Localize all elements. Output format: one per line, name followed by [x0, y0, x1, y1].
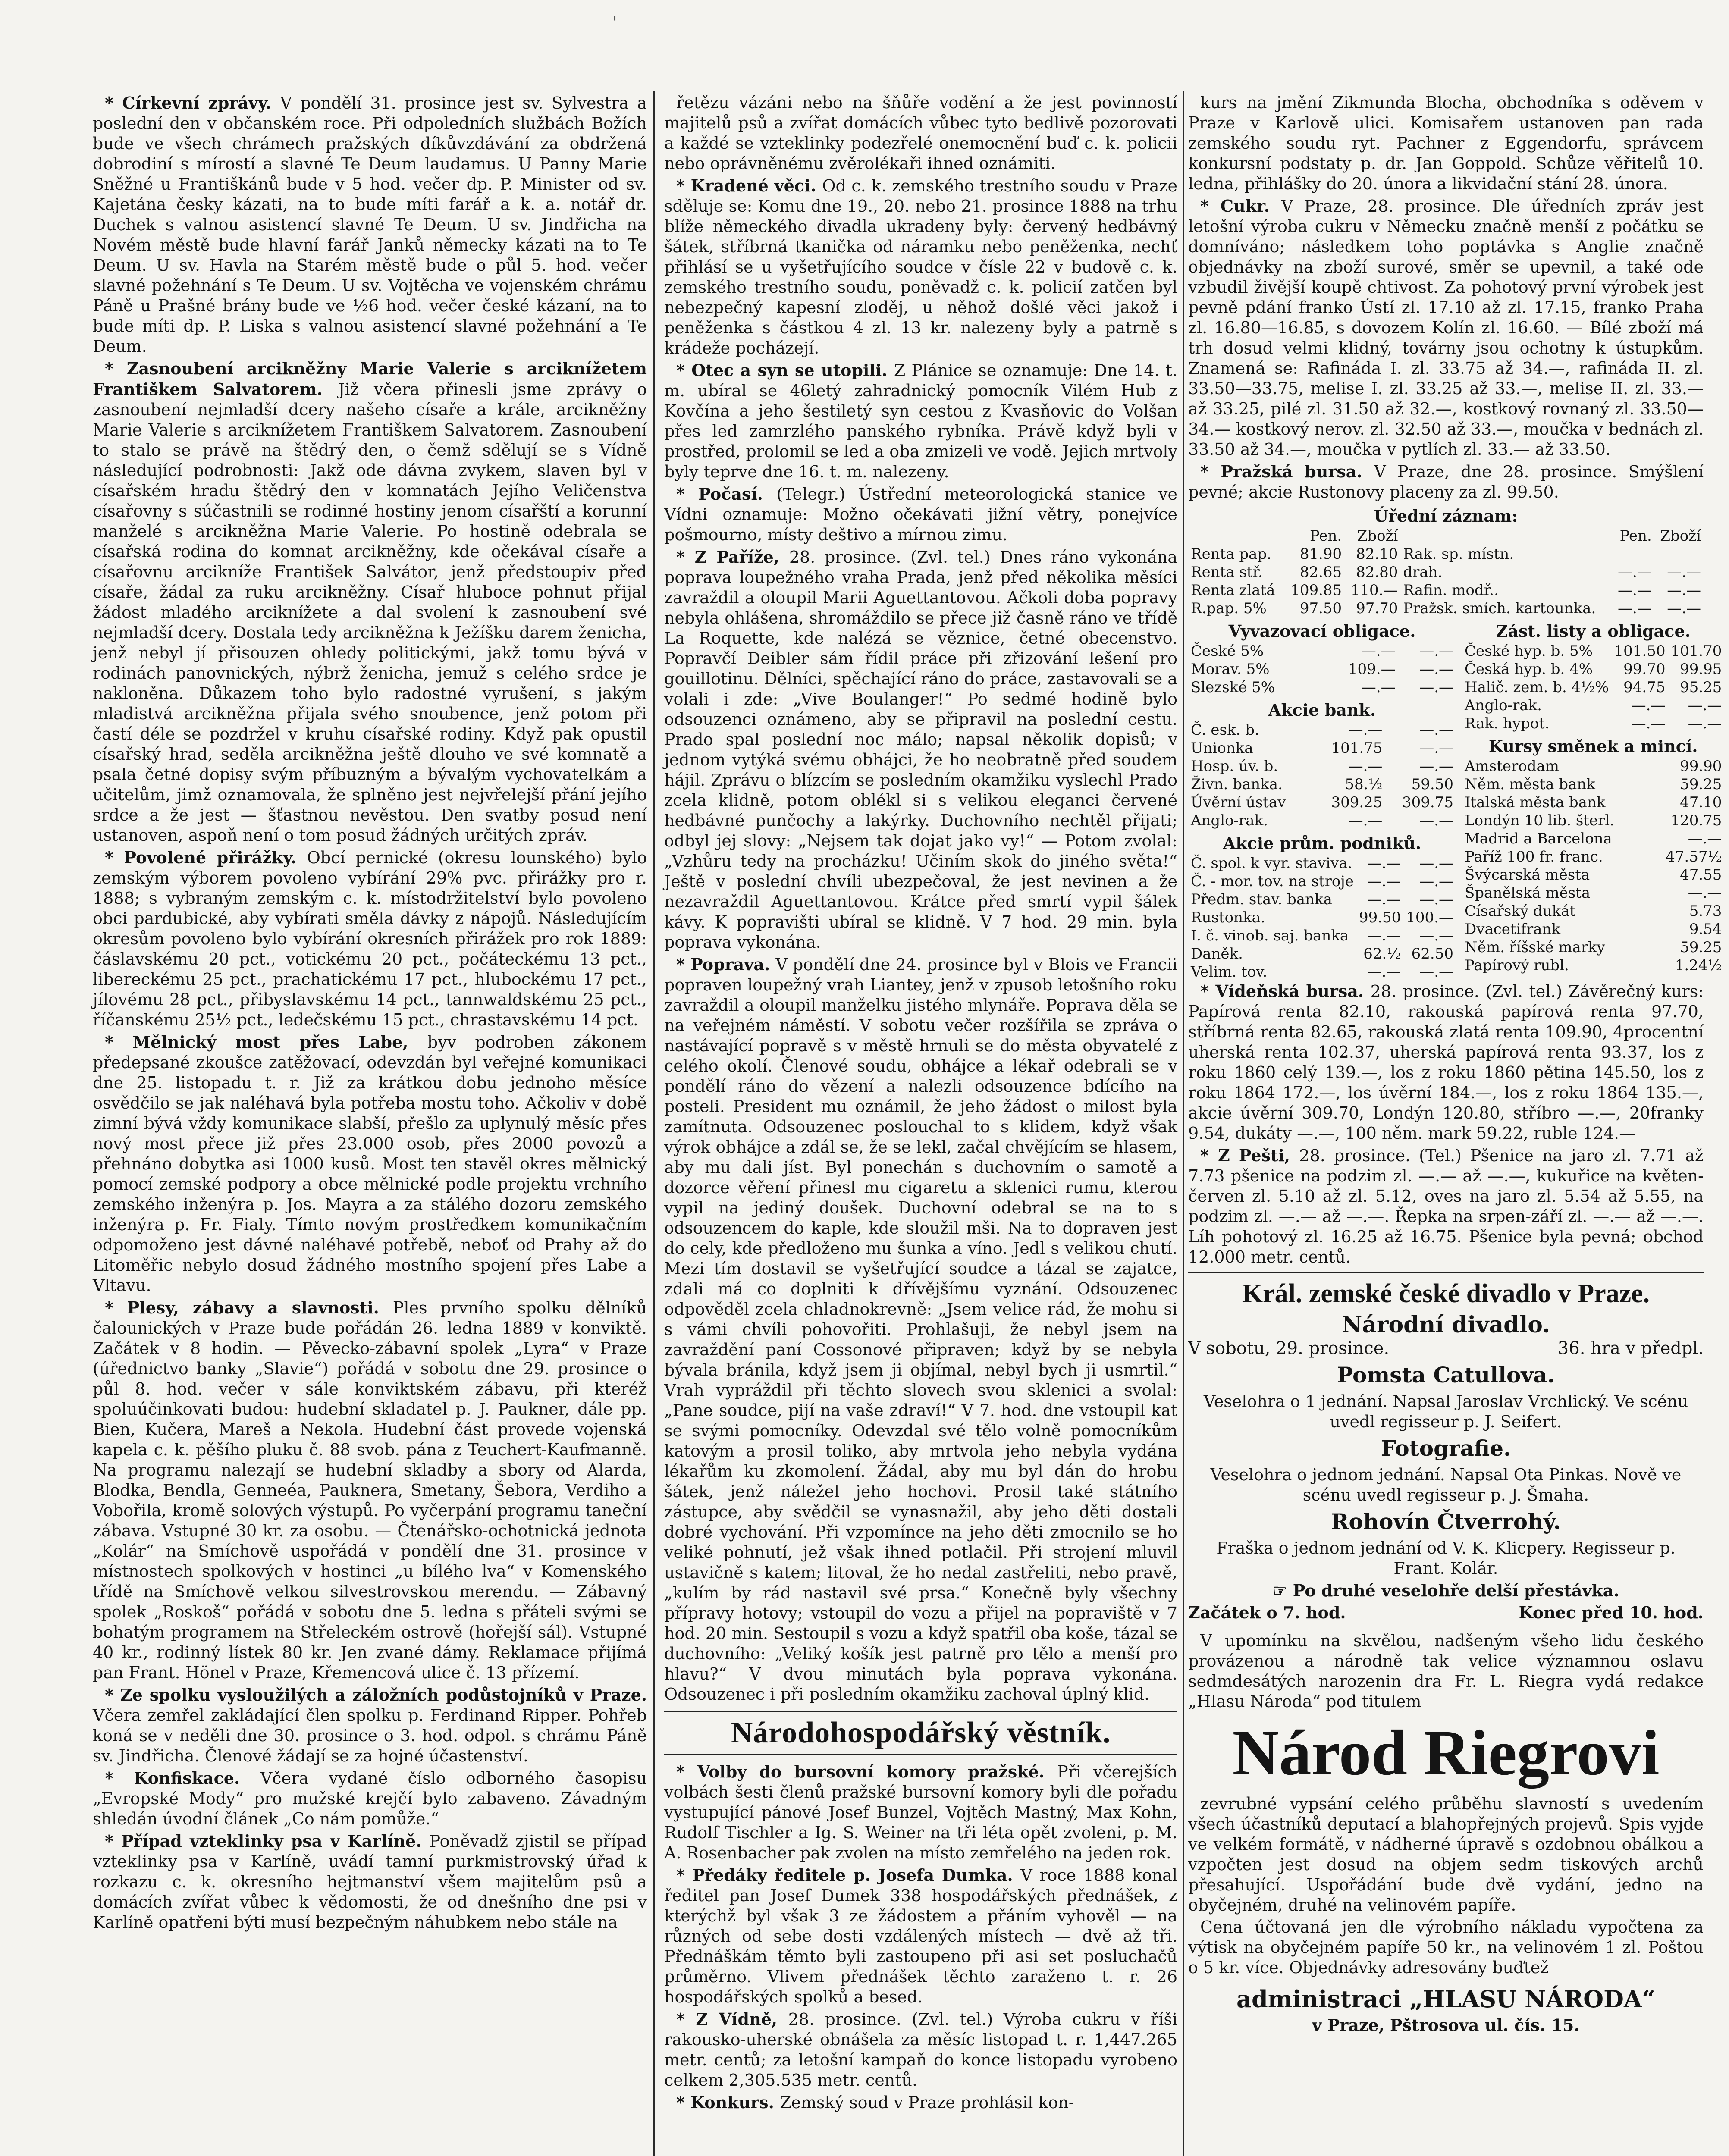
ad-intro: V upomínku na skvělou, nadšeným všeho lidu českého provázenou a národně tak velice významnou oslavu sedmdesátých narozenin dra Fr. L. Riegra vydá redakce „Hlasu Národa“ pod titulem — [1188, 1631, 1704, 1711]
table-row — [1188, 775, 1456, 793]
end-time: Konec před 10. hod. — [1519, 1603, 1704, 1622]
table-row — [1462, 696, 1724, 714]
article-heading: * Otec a syn se utopili. — [676, 360, 894, 380]
table-cell: —.— — [1617, 582, 1652, 599]
theatre-subscription: 36. hra v předpl. — [1557, 1338, 1704, 1358]
column-divider — [653, 91, 655, 2156]
table-cell: Rustonka. — [1191, 909, 1265, 926]
theatre-subtitle: Národní divadlo. — [1341, 1312, 1550, 1338]
article-heading: * Volby do bursovní komory pražské. — [676, 1762, 1057, 1781]
table-cell: 99.90 — [1680, 758, 1722, 775]
article-heading: * Poprava. — [676, 955, 776, 974]
table-cell: 100.— — [1406, 909, 1453, 926]
table-cell: 82.80 — [1356, 564, 1398, 581]
table-row — [1462, 866, 1724, 884]
article-heading: * Z Paříže, — [676, 547, 789, 567]
mortgage-bonds-heading: Zást. listy a obligace. — [1496, 621, 1691, 641]
article-heading: * Případ vzteklinky psa v Karlíně. — [105, 1831, 430, 1851]
official-record-heading: Úřední záznam: — [1374, 506, 1518, 526]
article-heading: * Zasnoubení arcikněžny Marie Valerie s arciknížetem Františkem Salvatorem. — [93, 359, 647, 399]
table-cell: Velim. tov. — [1191, 963, 1268, 981]
article-heading: * Mělnický most přes Labe, — [105, 1032, 427, 1052]
table-cell: —.— — [1419, 721, 1453, 739]
table-cell: 59.25 — [1680, 939, 1722, 956]
table-row — [1462, 678, 1724, 696]
table-cell: 97.50 — [1299, 600, 1342, 617]
table-cell: 109.— — [1348, 661, 1396, 678]
table-row — [1188, 927, 1456, 945]
table-cell: —.— — [1361, 679, 1396, 696]
table-cell: 47.55 — [1680, 866, 1722, 884]
article — [93, 93, 647, 357]
divider — [1188, 1626, 1704, 1627]
table-row — [1462, 902, 1724, 920]
theatre-date: V sobotu, 29. prosince. — [1188, 1338, 1390, 1358]
table-cell: Italská města bank — [1465, 794, 1606, 811]
table-cell: —.— — [1367, 873, 1401, 890]
table-cell: 101.70 — [1670, 642, 1722, 660]
table-cell: —.— — [1688, 715, 1722, 732]
table-row — [1188, 812, 1456, 830]
exchange-rates-heading: Kursy směnek a mincí. — [1488, 736, 1698, 756]
table-cell — [1646, 956, 1652, 975]
play-title: Rohovín Čtverrohý. — [1330, 1509, 1561, 1534]
table-cell: drah. — [1403, 564, 1443, 581]
article — [664, 547, 1177, 953]
table-cell: Unionka — [1191, 740, 1253, 757]
table-cell: Madrid a Barcelona — [1465, 830, 1612, 847]
table-cell: Anglo-rak. — [1191, 812, 1268, 829]
article-heading: * Kradené věci. — [676, 176, 822, 195]
article-text: byv podroben zákonem předepsané zkoušce zatěžovací, odevzdán byl veřejné komunikaci dne 25. listopadu t. r. Již za krátkou dobu jednoho měsíce osvědčilo se jak naléhavá byla potřeba mostu toho. Ačkoliv v době zimní bývá vždy komunikace slabší, přešlo za uplynulý měsíc přes nový most přece již přes 23.000 osob, přes 2000 povozů a přehnáno dobytka asi 1000 kusů. Most ten stavěl okres mělnický pomocí zemské podpory a obce mělnické podle projektu vrchního zemského inženýra p. Jos. Mayra a za stálého dozoru zemského inženýra p. Fr. Fialy. Tímto novým prostředkem komunikačním odpomoženo jest dávné naléhavé potřebě, neboť od Prahy až do Litoměřic nebylo dosud žádného mostního spojení přes Labe a Vltavu. — [93, 1033, 647, 1295]
article-heading: * Z Pešti, — [1200, 1146, 1299, 1165]
article — [1188, 93, 1704, 194]
play-description: Veselohra o 1 jednání. Napsal Jaroslav Vrchlický. Ve scénu uvedl regisseur p. J. Seifert. — [1203, 1392, 1688, 1431]
article-heading: * Konkurs. — [676, 2093, 780, 2112]
article — [93, 358, 647, 846]
table-cell: I. č. vinob. saj. banka — [1191, 927, 1349, 944]
table-cell: —.— — [1688, 830, 1722, 847]
table-row — [1188, 890, 1456, 909]
article-heading: * Povolené přirážky. — [105, 848, 307, 867]
table-cell: —.— — [1367, 855, 1401, 872]
table-row — [1462, 956, 1724, 975]
table-cell: 9.54 — [1689, 921, 1722, 938]
table-cell: Č. esk. b. — [1191, 721, 1259, 739]
table-cell: —.— — [1367, 891, 1401, 908]
article-heading: * Předáky ředitele p. Josefa Dumka. — [676, 1865, 1021, 1885]
table-cell — [1646, 938, 1652, 956]
table-cell: 81.90 — [1299, 545, 1342, 563]
exchange-rates-table — [1462, 757, 1724, 975]
article-heading: * Církevní zprávy. — [105, 93, 280, 113]
table-row — [1188, 642, 1456, 660]
table-cell: Předm. stav. banka — [1191, 891, 1332, 908]
table-cell: 109.85 — [1290, 582, 1342, 599]
table-cell: 59.25 — [1680, 776, 1722, 793]
obligations-table — [1188, 642, 1456, 696]
col-header-zbozi: Zboží — [1357, 527, 1398, 545]
table-cell: 62.½ — [1363, 945, 1401, 962]
article-heading: * Cukr. — [1200, 196, 1281, 216]
article — [664, 175, 1177, 358]
table-cell: —.— — [1361, 642, 1396, 660]
table-cell — [1646, 902, 1652, 920]
table-cell: 110.— — [1350, 582, 1398, 599]
table-cell: Rak. hypot. — [1465, 715, 1550, 732]
article — [664, 93, 1177, 174]
table-cell: —.— — [1367, 963, 1401, 981]
ad-administration: administraci „HLASU NÁRODA“ — [1236, 1985, 1655, 2013]
article-heading: * Počasí. — [676, 484, 777, 504]
article-text: Poněvadž zjistil se případ vzteklinky psa v Karlíně, uvádí tamní purkmistrovský úřad k rozkazu c. k. okresního hejtmanství všem majitelům psů a domácích zvířat vůbec k vědomosti, že od dnešního dne psi v Karlíně opatřeni býti musí bezpečným náhubkem nebo stále na — [93, 1832, 647, 1932]
table-cell: —.— — [1367, 927, 1401, 944]
article — [664, 360, 1177, 482]
table-cell: 309.25 — [1331, 794, 1383, 811]
table-cell: 95.25 — [1680, 679, 1722, 696]
article — [93, 847, 647, 1030]
article-text: Od c. k. zemského trestního soudu v Praze sděluje se: Komu dne 19., 20. nebo 21. prosince 1888 na trhu blíže německého divadla ukradeny byly: červený hedbávný šátek, stříbrná tkanička od náramku nebo peněženka, nechť přihlásí se u vyšetřujícího soudce v čísle 22 v budově c. k. zemského trestního soudu, poněvadž c. k. policií zatčen byl nebezpečný kapesní zloděj, u něhož došlé věci jakož i peněženka s částkou 4 zl. 13 kr. nalezeny byly a patrně s krádeže pocházejí. — [664, 176, 1177, 357]
article-heading: * Z Vídně, — [676, 2009, 788, 2029]
table-cell — [1646, 757, 1652, 775]
col-header-pen: Pen. — [1309, 527, 1342, 545]
page-mark: ' — [612, 13, 617, 33]
article-text: Z Plánice se oznamuje: Dne 14. t. m. ubíral se 46letý zahradnický pomocník Vilém Hub z Kovčína a jeho šestiletý syn cestou z Kvasňovic do Volšan přes led zamrzlého panského rybníka. Právě když byli v prostřed, prolomil se led a oba zmizeli ve vodě. Jejich mrtvoly byly teprve dne 16. t. m. nalezeny. — [664, 361, 1177, 481]
table-cell: —.— — [1631, 697, 1666, 714]
rents-table — [1188, 527, 1704, 617]
table-cell: Paříž 100 fr. franc. — [1465, 848, 1603, 865]
divider — [1188, 1272, 1704, 1273]
table-cell: 97.70 — [1356, 600, 1398, 617]
market-reports — [1188, 93, 1704, 502]
table-cell: —.— — [1348, 758, 1383, 775]
table-cell: Švýcarská města — [1465, 866, 1590, 884]
table-cell: 47.57½ — [1666, 848, 1722, 865]
col-header-zbozi: Zboží — [1660, 527, 1701, 545]
table-cell: —.— — [1419, 812, 1453, 829]
article — [1188, 1145, 1704, 1267]
table-cell: Renta stř. — [1191, 564, 1263, 581]
table-cell: Živn. banka. — [1191, 776, 1283, 793]
table-cell: 58.½ — [1345, 776, 1383, 793]
table-cell: Úvěrní ústav — [1191, 794, 1286, 811]
article-text: 28. prosince. (Zvl. tel.) Závěrečný kurs: Papírová renta 82.10, rakouská papírová renta 97.70, stříbrná renta 82.65, rakouská zlatá renta 109.90, 4procentní uherská renta 102.37, uherská papírová renta 93.37, los z roku 1860 celý 139.—, los z roku 1860 pětina 145.50, los z roku 1864 172.—, los úvěrní 184.—, los z roku 1864 135.—, akcie úvěrní 309.70, Londýn 120.80, stříbro —.—, 20franky 9.54, dukáty —.—, 100 něm. mark 59.22, ruble 124.— — [1188, 982, 1704, 1143]
table-cell: Renta pap. — [1191, 545, 1271, 563]
table-row — [1188, 581, 1704, 599]
table-cell: Hosp. úv. b. — [1191, 758, 1278, 775]
article-heading: * Plesy, zábavy a slavnosti. — [105, 1298, 393, 1317]
table-cell: —.— — [1617, 564, 1652, 581]
table-cell — [1646, 830, 1652, 848]
column-middle — [664, 93, 1177, 2156]
table-cell: —.— — [1419, 642, 1453, 660]
table-row — [1188, 872, 1456, 890]
article — [664, 2092, 1177, 2113]
table-cell: Renta zlatá — [1191, 582, 1275, 599]
column-left — [93, 93, 647, 2156]
table-cell: 82.10 — [1356, 545, 1398, 563]
table-cell: —.— — [1348, 812, 1383, 829]
table-cell: R.pap. 5% — [1191, 600, 1267, 617]
article — [664, 1865, 1177, 2007]
article-heading: * Vídeňská bursa. — [1200, 981, 1371, 1001]
table-row — [1462, 938, 1724, 956]
article — [1188, 196, 1704, 460]
table-cell: 99.70 — [1623, 661, 1666, 678]
obligations-heading: Vyvazovací obligace. — [1228, 621, 1416, 641]
table-cell: Něm. města bank — [1465, 776, 1595, 793]
table-cell: 5.73 — [1689, 903, 1722, 920]
table-row — [1462, 793, 1724, 812]
industrial-shares-heading: Akcie prům. podniků. — [1223, 834, 1421, 853]
article-text: Ples prvního spolku dělníků čalounických v Praze bude pořádán 26. ledna 1889 v konviktě. Začátek v 8 hodin. — Pěvecko-zábavní spolek „Lyra“ v Praze (úřednictvo banky „Slavie“) pořádá v sobotu dne 29. prosince o půl 8. hod. večer v sále konviktském zábavu, při kteréž spoluúčinkovati budou: hudební skladatel p. J. Paukner, dále pp. Bien, Kučera, Mareš a Nekola. Hudební část provede vojenská kapela c. k. pěšího pluku č. 88 svob. pána z Teuchert-Kaufmanně. Na programu nalezají se hudební skladby a sbory od Alarda, Blodka, Bendla, Genneéa, Pauknera, Smetany, Šebora, Verdiho a Vobořila, kromě solových výstupů. Po vyčerpání programu taneční zábava. Vstupné 30 kr. za osobu. — Čtenářsko-ochotnická jednota „Kolár“ na Smíchově uspořádá v pondělí dne 31. prosince v místnostech spolkových v hostinci „u bílého lva“ v Komenského třídě na Smíchově velkou silvestrovskou merendu. — Zábavný spolek „Roskoš“ pořádá v sobotu dne 5. ledna s přáteli svými se bohatým programem na Střeleckém ostrově (hořejší sál). Vstupné 40 kr., rodinný lístek 80 kr. Jen zvané dámy. Reklamace přijímá pan Frant. Hönel v Praze, Křemencová ulice č. 13 přízemí. — [93, 1298, 647, 1682]
table-cell: Papírový rubl. — [1465, 957, 1569, 974]
table-cell: Daněk. — [1191, 945, 1243, 962]
table-row — [1462, 830, 1724, 848]
table-row — [1462, 714, 1724, 733]
table-cell: —.— — [1419, 758, 1453, 775]
article-text: kurs na jmění Zikmunda Blocha, obchodníka s oděvem v Praze v Karlově ulici. Komisařem ustanoven pan rada zemského soudu ryt. Pachner z Eggendorfu, správcem konkursní podstaty p. dr. Jan Goppold. Schůze věřitelů 10. ledna, přihlášky do 20. února a likvidační stání 28. února. — [1188, 93, 1704, 193]
table-cell — [1646, 848, 1652, 866]
table-cell: 120.75 — [1670, 812, 1722, 829]
table-cell: —.— — [1419, 891, 1453, 908]
table-cell: Londýn 10 lib. šterl. — [1465, 812, 1614, 829]
table-cell: Slezské 5% — [1191, 679, 1275, 696]
table-cell: 1.24½ — [1675, 957, 1722, 974]
table-cell: 99.50 — [1359, 909, 1401, 926]
table-row — [1188, 945, 1456, 963]
theatre-dates — [1188, 1338, 1704, 1359]
table-row — [1188, 660, 1456, 678]
article-heading: * Konfiskace. — [105, 1768, 260, 1788]
table-row — [1188, 721, 1456, 739]
start-time: Začátek o 7. hod. — [1188, 1603, 1346, 1622]
table-cell: Císařský dukát — [1465, 903, 1576, 920]
table-row — [1188, 757, 1456, 775]
article-text: řetězu vázáni nebo na šňůře vodění a že jest povinností majitelů psů a zvířat domácích vůbec tyto bedlivě pozorovati a každé se vzteklinky podezřelé onemocnění buď c. k. policii nebo oprávněnému zvěrolékaři ihned oznámiti. — [664, 93, 1177, 173]
bank-shares-heading: Akcie bank. — [1268, 700, 1376, 720]
article-text: Obcí pernické (okresu lounského) bylo zemským výborem povoleno vybírání 29% pvc. přirážky pro r. 1888; s vybraným zemským c. k. místodržitelství bylo povoleno obci pardubické, aby vybírati směla dávky z nápojů. Následujícím okresům povoleno bylo vybírání okresních přirážek pro rok 1889: čáslavskému 20 pct., votickému 20 pct., počáteckému 13 pct., libereckému 25 pct., prachatickému 17 pct., hlubockému 17 pct., jílovému 28 pct., přibyslavskému 14 pct., tannwaldskému 25 pct., říčanskému 25½ pct., ledečskému 15 pct., chrastavskému 14 pct. — [93, 848, 647, 1029]
table-row — [1462, 812, 1724, 830]
table-cell: 309.75 — [1402, 794, 1453, 811]
economic-section-masthead: Národohospodářský věstník. — [664, 1711, 1177, 1755]
article-text: V Praze, 28. prosince. Dle úředních zpráv jest letošní výroba cukru v Německu značně menší z počátku se domníváno; následkem toho poptávka s Anglie značně objednávky na zboží surové, směr se upevnil, a také ode vzbudil živější koupě chtivost. Za pohotový první výrobek jest pevně pdání franko Ústí zl. 17.10 až zl. 17.15, franko Praha zl. 16.80—16.85, s dovozem Kolín zl. 16.60. — Bílé zboží má trh dosud velmi klidný, továrny jsou ochotny k ústupkům. Znamená se: Rafináda I. zl. 33.75 až 34.—, rafináda II. zl. 33.50—33.75, melise I. zl. 33.25 až 33.—, melise II. zl. 33.— až 33.25, pilé zl. 31.50 až 32.—, kostkový rovnaný zl. 33.50—34.— kostkový nerov. zl. 32.50 až 33.—, moučka v bednách zl. 33.50 až 34.—, moučka v pytlích zl. 33.— až 33.50. — [1188, 197, 1704, 459]
table-cell — [1646, 812, 1652, 830]
table-cell: Něm. říšské marky — [1465, 939, 1605, 956]
table-row — [1188, 909, 1456, 927]
ad-body: zevrubné vypsání celého průběhu slavností s uvedením všech účastníků deputací a blahopřejných projevů. Spis vyjde ve velkém formátě, v nádherné úpravě s ozdobnou obálkou a vzpočten jest dosud na objem sedm tiskových archů přesahující. Uspořádání bude dvě vydání, jedno na obyčejném, druhé na velinovém papíře. — [1188, 1794, 1704, 1915]
article — [664, 1761, 1177, 1863]
table-cell: —.— — [1631, 715, 1666, 732]
play-description: Veselohra o jednom jednání. Napsal Ota Pinkas. Nově ve scénu uvedl regisseur p. J. Šmaha. — [1210, 1465, 1682, 1504]
table-cell: —.— — [1419, 927, 1453, 944]
table-row — [1462, 660, 1724, 678]
article — [93, 1768, 647, 1829]
table-cell: Morav. 5% — [1191, 661, 1270, 678]
table-cell: —.— — [1419, 963, 1453, 981]
article — [93, 1831, 647, 1933]
article — [664, 2009, 1177, 2090]
column-divider — [1183, 91, 1184, 2156]
article-text: V pondělí dne 24. prosince byl v Blois ve Francii popraven loupežný vrah Liantey, jenž v zpusob letošního roku zavraždil a oloupil manželku jistého mlynáře. Poprava děla se na veřejném náměstí. V sobotu večer rozšířila se zpráva o nastávající popravě s v městě hrnuli se do města obyvatelé z celého okolí. Členové soudu, obhájce a lékař odebrali se v pondělí ráno do vězení a nalezli odsouzence bdícího na posteli. President mu oznámil, že jeho žádost o milost byla zamítnuta. Odsouzenec poslouchal to s klidem, když však výrok obhájce a zdál se, že se lekl, začal chvějícím se hlasem, aby mu dali jíst. Byl ponechán s duchovním o samotě a dozorce věření přinesl mu cigaretu a sklenici rumu, kterou vypil na jediný doušek. Duchovní odebral se na to s odsouzencem do kaple, kde sloužil mši. Na to dopraven jest do cely, kde předloženo mu šunka a víno. Jedl s velikou chutí. Mezi tím dostavil se vyšetřující soudce a tázal se zajatce, zdali má co doplniti k dřívějšímu vyznání. Odsouzenec odpověděl zcela chladnokrevně: „Jsem velice rád, že mohu si s vámi chvíli pohovořiti. Prohlašuji, že nebyl jsem na zavraždění paní Cossonové připraven; když by se nebyla bývala bránila, když jsem ji objímal, nebyl bych ji usmrtil.“ Vrah vypráždil při těchto slovech svou sklenici a svolal: „Pane soudce, pijí na vaše zdraví!“ V 7. hod. dne vstoupil kat se svými pomocníky. Odevzdal své tělo volně pomocníkům katovým a prosil toliko, aby mrtvola jeho nebyla vydána lékařům ku zkomolení. Žádal, aby mu byl dán do hrobu šátek, jenž náležel jeho hochovi. Prosil také státního zástupce, aby svědčil se vynasnažil, aby jeho děti dostali dobré vychování. Při vzpomínce na jeho děti zmocnilo se ho veliké pohnutí, jež však ihned potlačil. Při strojení mluvil ustavičně s katem; litoval, že ho nedal zastřeliti, nebo pravě, „kulím by rád nastavil své prsa.“ Konečně byly všechny přípravy hotovy; vstoupil do vozu a přijel na popraviště v 7 hod. 20 min. Sestoupil s vozu a když spatřil oba koše, tázal se duchovního: „Veliký košík jest patrně pro tělo a menší pro hlavu?“ V dvou minutách byla poprava vykonána. Odsouzenec i při posledním okamžiku zachoval úplný klid. — [664, 955, 1178, 1704]
table-row — [1462, 884, 1724, 902]
article — [1188, 981, 1704, 1144]
table-cell: 101.50 — [1614, 642, 1666, 660]
show-times — [1188, 1602, 1704, 1623]
table-cell — [1646, 775, 1652, 793]
table-cell: —.— — [1419, 740, 1453, 757]
article-text: 28. prosince. (Zvl. tel.) Výroba cukru v říši rakousko-uherské obnášela za měsíc listopad t. r. 1,447.265 metr. centů; za letošní kampaň do konce listopadu vyrobeno celkem 2,305.535 metr. centů. — [664, 2010, 1177, 2090]
article-heading: * Pražská bursa. — [1200, 462, 1374, 481]
table-cell: Anglo-rak. — [1465, 697, 1542, 714]
article-text: V roce 1888 konal ředitel pan Josef Dumek 338 hospodářských přednášek, z kterýchž byl však 3 ze žádostem a přáním vyhověl — na různých od sebe dosti vzdálených místech — dvě až tři. Přednáškám těmto byli zastoupeno při asi set posluchačů průměrno. Vlivem přednášek těchto zaraženo t. r. 26 hospodářských spolků a besed. — [664, 1866, 1177, 2006]
table-row — [1462, 920, 1724, 938]
table-cell: Rafin. modř.. — [1403, 582, 1499, 599]
table-cell: České 5% — [1191, 642, 1264, 660]
table-cell: —.— — [1617, 600, 1652, 617]
ad-book-title: Národ Riegrovi — [1232, 1717, 1660, 1789]
table-row — [1188, 599, 1704, 617]
ad-address: v Praze, Pštrosova ul. čís. 15. — [1312, 2015, 1580, 2035]
table-cell: Česká hyp. b. 4% — [1465, 661, 1593, 678]
table-row — [1462, 848, 1724, 866]
article-text: (Telegr.) Ústřední meteorologická stanice ve Vídni oznamuje: Možno očekávati jižní větry, ponejvíce pošmourno, místy deštivo a mírnou zimu. — [664, 485, 1177, 544]
table-cell: Rak. sp. místn. — [1403, 545, 1514, 563]
play-description: Fraška o jednom jednání od V. K. Klicpery. Regisseur p. Frant. Kolár. — [1216, 1539, 1676, 1578]
table-cell — [1646, 920, 1652, 938]
article — [93, 1685, 647, 1766]
economic-articles — [664, 1761, 1177, 2113]
intermission-note: ☞ Po druhé veselohře delší přestávka. — [1272, 1581, 1619, 1600]
ad-price: Cena účtovaná jen dle výrobního nákladu vypočtena za výtisk na obyčejném papíře 50 kr., na velinovém 1 zl. Poštou o 5 kr. více. Objednávky adresovány buďtež — [1188, 1918, 1704, 1977]
theatre-title: Král. zemské české divadlo v Praze. — [1242, 1279, 1650, 1308]
article-text: Při včerejších volbách šesti členů pražské bursovní komory byli dle pořadu vystupující pánové Josef Bunzel, Vojtěch Mastný, Max Kohn, Rudolf Tischler a Ig. S. Weiner na tři léta opět zvoleni, p. M. A. Rosenbacher pak zvolen na místo zemřelého na jeden rok. — [664, 1762, 1177, 1862]
table-cell — [1613, 545, 1654, 563]
table-cell: —.— — [1419, 855, 1453, 872]
article-text: 28. prosince. (Tel.) Pšenice na jaro zl. 7.71 až 7.73 pšenice na podzim zl. —.— až —.—, kukuřice na květen-červen zl. 5.10 až zl. 5.12, oves na jaro zl. 5.54 až 5.55, na podzim zl. —.— až —.—. Řepka na srpen-září zl. —.— až —.—. Líh pohotový zl. 16.25 až 16.75. Pšenice byla pevná; obchod 12.000 metr. centů. — [1188, 1146, 1704, 1266]
table-row — [1188, 963, 1456, 981]
article-text: 28. prosince. (Zvl. tel.) Dnes ráno vykonána poprava loupežného vraha Prada, jenž před několika měsíci zavraždil a oloupil Marii Aguettantovou. Ačkoli doba popravy nebyla ohlášena, shromáždilo se přece již časně ráno ve třídě La Roquette, kde nalézá se věznice, četné obecenstvo. Popravčí Deibler sám řídil práce při zřizování lešení pro gouillotinu. Dělníci, spěchající ráno do práce, zastavovali se a volali i zde: „Vive Boulanger!“ Po sedmé hodině bylo odsouzenci oznámeno, aby se připravil na poslední cestu. Prado spal poslední noc málo; napsal několik dopisů; v jednom vytýká svému obhájci, že ho neobratně před soudem hájil. Zprávu o blízcím se posledním okamžiku vyslechl Prado zcela klidně, potom oblékl si s velikou eleganci červené hedbávné punčochy a lakýrky. Duchovního nechtěl přijati; odbyl jej slovy: „Nejsem tak dojat jako vy!“ — Potom zvolal: „Vzhůru tedy na procházku! Učiním skok do jiného světa!“ Ještě v poslední chvíli ubezpečoval, že jest nevinen a že nezavraždil Aguettantovou. Krátce před smrtí vypil šálek kávy. K popravišti ubíral se klidně. V 7 hod. 29 min. byla poprava vykonána. — [664, 548, 1178, 952]
article-text: Včera zemřel zakládající člen spolku p. Ferdinand Ripper. Pohřeb koná se v neděli dne 30. prosince o 3. hod. odpol. s chrámu Páně sv. Jindřicha. Členové žádají se za hojné účastenství. — [93, 1706, 647, 1765]
article — [1188, 461, 1704, 502]
table-cell: —.— — [1667, 582, 1701, 599]
table-cell: —.— — [1419, 661, 1453, 678]
article — [93, 1297, 647, 1683]
table-cell — [1646, 884, 1652, 902]
table-cell: Pražsk. smích. kartounka. — [1403, 600, 1596, 617]
table-cell: 47.10 — [1680, 794, 1722, 811]
article-text: Zemský soud v Praze prohlásil kon- — [780, 2093, 1074, 2112]
table-cell: Č. spol. k vyr. staviva. — [1191, 855, 1352, 872]
market-reports-2 — [1188, 981, 1704, 1267]
table-cell: —.— — [1688, 884, 1722, 902]
play-title: Fotografie. — [1381, 1435, 1511, 1461]
middle-articles — [664, 93, 1177, 1705]
table-cell: —.— — [1348, 721, 1383, 739]
table-cell — [1646, 866, 1652, 884]
table-row — [1462, 757, 1724, 775]
table-row — [1188, 563, 1704, 581]
table-cell: Španělská města — [1465, 884, 1591, 902]
table-row — [1188, 739, 1456, 757]
table-row — [1462, 642, 1724, 660]
table-cell — [1654, 545, 1704, 563]
table-row — [1188, 793, 1456, 812]
table-cell: České hyp. b. 5% — [1465, 642, 1593, 660]
table-row — [1188, 678, 1456, 696]
table-cell: —.— — [1688, 697, 1722, 714]
table-cell: —.— — [1667, 564, 1701, 581]
table-cell: —.— — [1419, 873, 1453, 890]
article-text: Včera vydané číslo odborného časopisu „Evropské Mody“ pro mužské krejčí bylo zabaveno. Závadným shledán úvodní článek „Co nám pomůže.“ — [93, 1769, 647, 1828]
table-cell: Amsterodam — [1465, 758, 1560, 775]
table-cell: Dvacetifrank — [1465, 921, 1561, 938]
table-cell — [1646, 793, 1652, 812]
table-cell: 82.65 — [1299, 564, 1342, 581]
table-row — [1188, 854, 1456, 872]
table-cell: Č. - mor. tov. na stroje — [1191, 873, 1354, 890]
table-cell: 94.75 — [1623, 679, 1666, 696]
table-cell: —.— — [1419, 679, 1453, 696]
mortgage-bonds-table — [1462, 642, 1724, 733]
table-row — [1462, 775, 1724, 793]
industrial-shares-table — [1188, 854, 1456, 981]
table-cell: 101.75 — [1331, 740, 1383, 757]
article — [93, 1032, 647, 1296]
article-heading: * Ze spolku vysloužilých a záložních podůstojníků v Praze. — [105, 1685, 647, 1705]
article-text: V pondělí 31. prosince jest sv. Sylvestra a poslední den v občanském roce. Při odpoledních službách Božích bude ve všech chrámech pražských díkůvzdávání za obdržená dobrodiní s mírostí a slavné Te Deum laudamus. U Panny Marie Sněžné u Františkánů bude v 5 hod. večer dp. P. Minister od sv. Kajetána česky kázati, na to bude míti farář a k. a. notář dr. Duchek s valnou asistencí slavné Te Deum. U sv. Jindřicha na Novém městě bude hlavní farář Janků německy kázati na to Te Deum. U sv. Havla na Starém městě bude o půl 5. hod. večer slavné požehnání s Te Deum. U sv. Vojtěcha ve vojenském chrámu Páně u Prašné brány bude ve ½6 hod. večer české kázaní, na to bude míti dp. P. Liska s valnou asistencí slavné požehnání a Te Deum. — [93, 94, 647, 356]
table-cell: 59.50 — [1411, 776, 1453, 793]
article-text: Již včera přinesli jsme zprávy o zasnoubení nejmladší dcery našeho císaře a krále, arcikněžny Marie Valerie s arciknížetem Františkem Salvatorem. Zasnoubení to stalo se právě na štědrý den, o čemž sdělují se s Vídně následující podrobnosti: Jakž ode dávna zvykem, slaven byl v císařském hradu štědrý den v komnatách Jejího Veličenstva císařovny s súčastnili se rodinné hostiny jenom císařští a korunní manželé s arcikněžna Marie Valerie. Po hostině odebrala se císařská rodina do komnat arcikněžny, kde očekával císaře a císařovnu arcikníže František Salvátor, jenž předstoupiv před císaře, žádal za ruku arcikněžny. Císař hluboce pohnut přijal žádost mladého arciknížete a dal svolení k zasnoubení své nejmladší dcery. Dostala tedy arcikněžna k Ježíšku darem ženicha, jenž nebyl jí přisouzen ohledy politickými, jakž tomu bývá v rodinách panovnických, nýbrž ženicha, jemuž s celého srdce je nakloněna. Důkazem toho bylo radostné vyrušení, s jakým mladistvá arcikněžna přijala svého snoubence, jenž potom při častí déle se pozdržel v kruhu císařské rodiny. Když pak opustil císařský hrad, seděla arcikněžna ještě dlouho ve své komnatě a psala četné dopisy svým příbuzným a bývalým vychovatelkám a učitelům, jimž oznamovala, že splněno jest nejvřelejší přání jejího srdce a že jest — šťastnou nevěstou. Den svatby posud není ustanoven, aspoň není o tom posud žádných určitých zpráv. — [93, 380, 647, 845]
article-text: V Praze, dne 28. prosince. Smýšlení pevné; akcie Rustonovy placeny za zl. 99.50. — [1188, 462, 1704, 501]
table-cell: —.— — [1667, 600, 1701, 617]
table-cell: Halič. zem. b. 4½% — [1465, 679, 1609, 696]
article — [664, 954, 1177, 1705]
play-title: Pomsta Catullova. — [1337, 1362, 1555, 1388]
article — [664, 484, 1177, 545]
table-cell: 62.50 — [1411, 945, 1453, 962]
bank-shares-table — [1188, 721, 1456, 830]
column-right — [1188, 93, 1722, 2156]
col-header-pen: Pen. — [1619, 527, 1652, 545]
table-cell: 99.95 — [1680, 661, 1722, 678]
table-row — [1188, 545, 1704, 563]
